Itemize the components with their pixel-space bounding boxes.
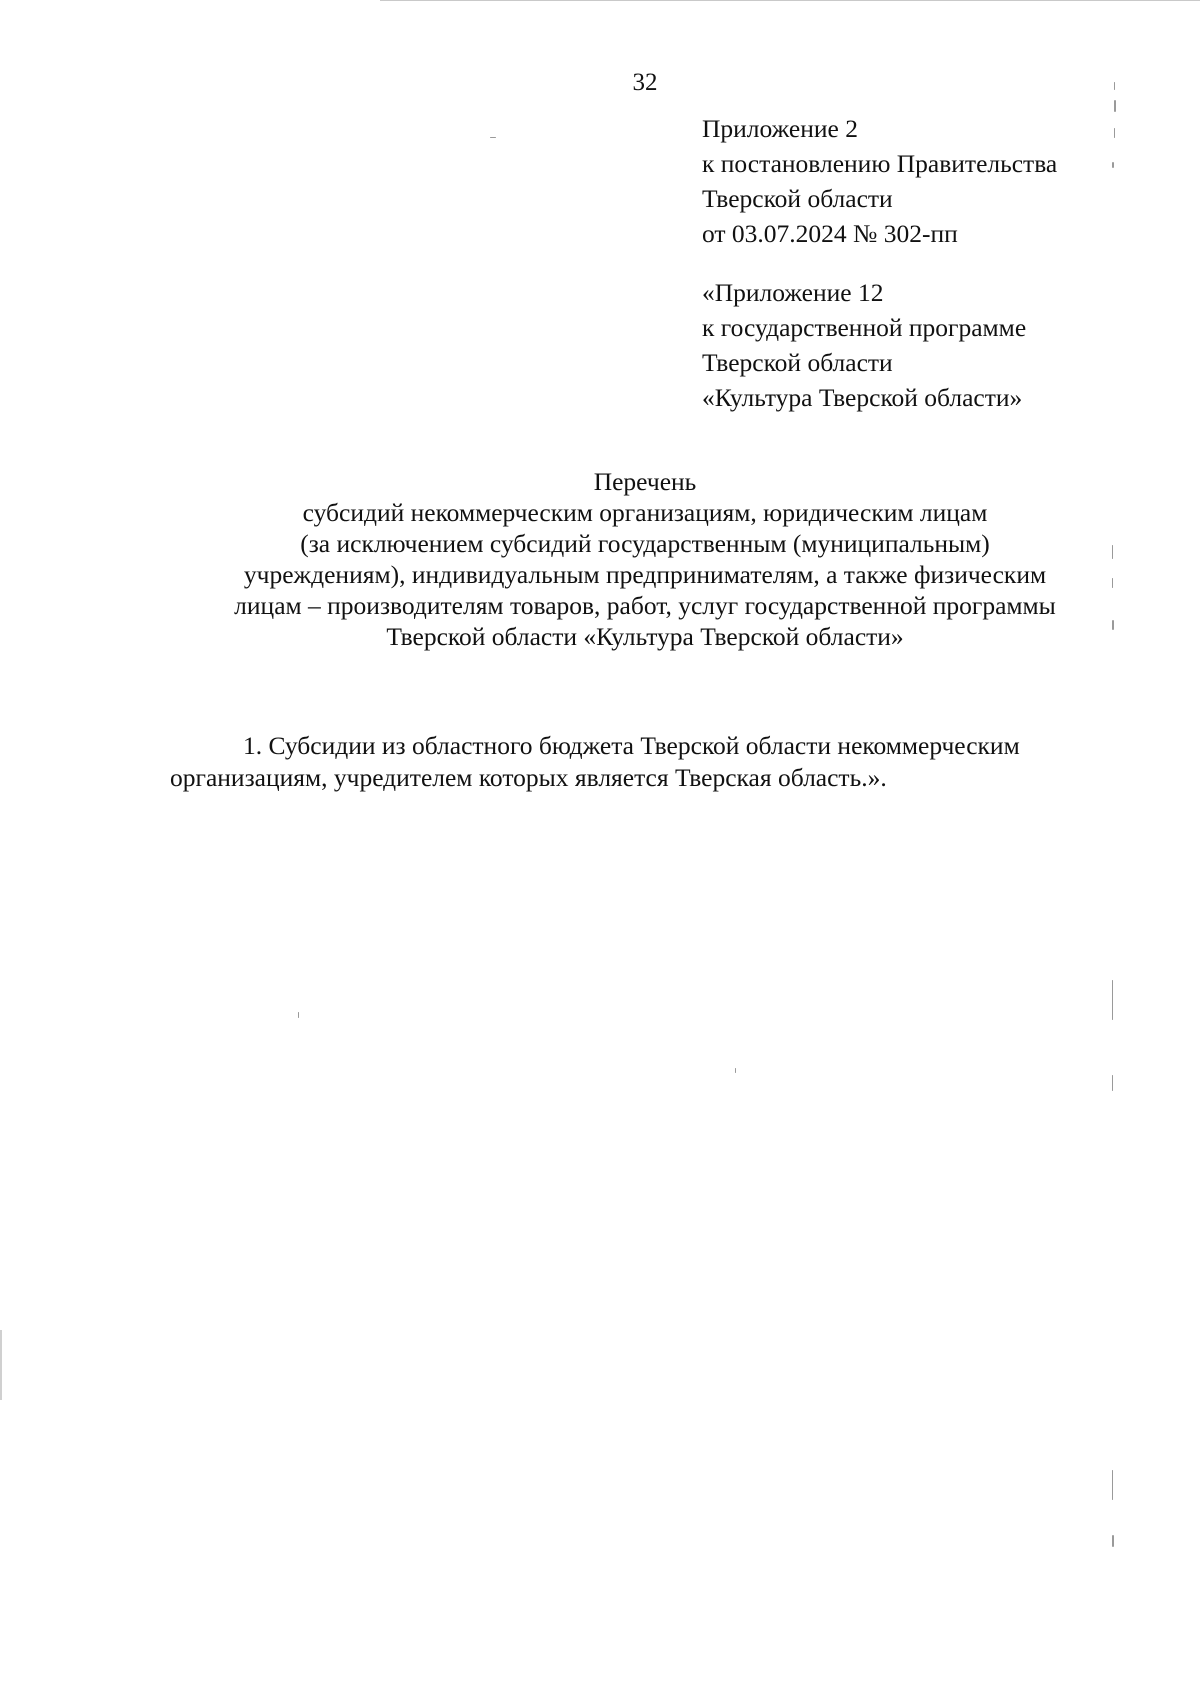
title-line: Тверской области «Культура Тверской области» (386, 622, 904, 651)
scan-speck (1112, 545, 1113, 559)
scan-speck (1112, 980, 1113, 1020)
paragraph-line: 1. Субсидии из областного бюджета Тверской области некоммерческим (243, 731, 1020, 760)
title-line: учреждениям), индивидуальным предпринимателям, а также физическим (243, 560, 1047, 589)
annex-header (702, 111, 1142, 251)
annex-resolution: к постановлению Правительства (702, 149, 1058, 178)
scan-left-edge (0, 1330, 2, 1400)
scan-speck (490, 137, 496, 138)
page-number: 32 (632, 69, 658, 96)
document-title (150, 466, 1140, 652)
scan-speck (1112, 1535, 1114, 1547)
program-annex-program: к государственной программе (702, 313, 1027, 342)
title-line: (за исключением субсидий государственным (муниципальным) (300, 529, 990, 558)
title-line: лицам – производителям товаров, работ, услуг государственной программы (234, 591, 1056, 620)
scan-speck (1112, 1470, 1113, 1500)
scan-speck (1114, 82, 1115, 90)
scan-speck (1112, 578, 1113, 588)
scan-speck (1112, 162, 1114, 168)
scan-speck (1114, 100, 1116, 112)
annex-title: Приложение 2 (702, 114, 858, 143)
program-annex-header (702, 275, 1142, 415)
program-annex-region: Тверской области (702, 348, 893, 377)
annex-date-number: от 03.07.2024 № 302-пп (702, 219, 958, 248)
scan-speck (735, 1068, 736, 1073)
program-annex-name: «Культура Тверской области» (702, 383, 1023, 412)
title-heading: Перечень (593, 467, 697, 496)
title-line: субсидий некоммерческим организациям, юридическим лицам (302, 498, 988, 527)
body-paragraph (170, 730, 1120, 794)
scan-speck (1114, 128, 1115, 138)
scan-top-edge (380, 0, 1200, 1)
scan-speck (298, 1012, 299, 1018)
scan-speck (1112, 620, 1114, 630)
annex-region: Тверской области (702, 184, 893, 213)
paragraph-line: организациям, учредителем которых является Тверская область.». (170, 763, 887, 792)
scan-speck (1112, 1075, 1113, 1091)
program-annex-title: «Приложение 12 (702, 278, 884, 307)
